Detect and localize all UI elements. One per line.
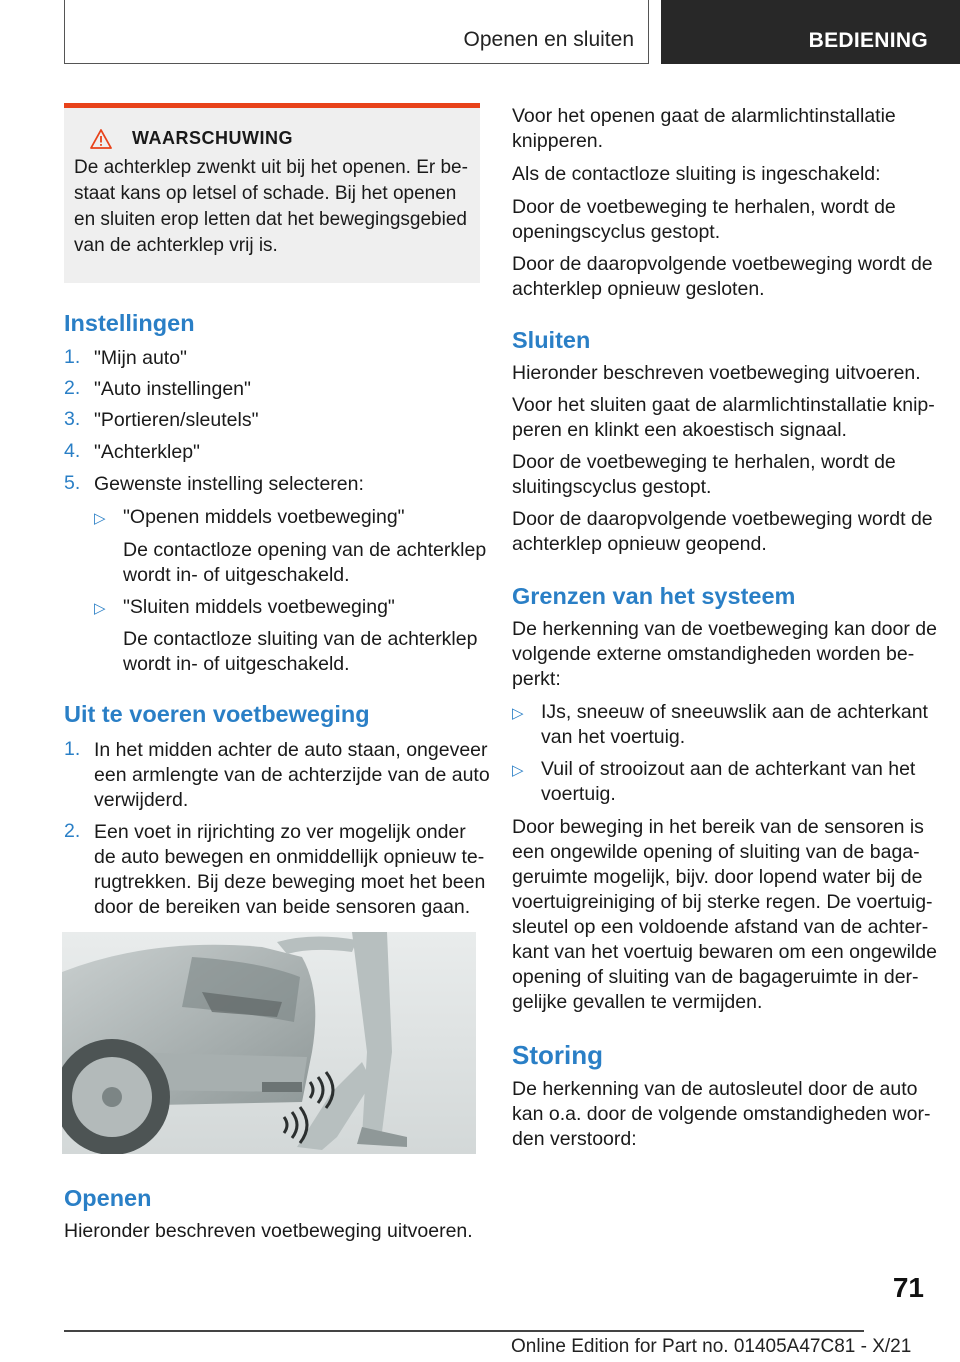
heading-voetbeweging: Uit te voeren voetbeweging bbox=[64, 701, 370, 727]
footer-divider bbox=[64, 1330, 864, 1332]
heading-grenzen: Grenzen van het systeem bbox=[512, 583, 796, 609]
heading-openen: Openen bbox=[64, 1185, 152, 1211]
warning-text: De achterklep zwenkt uit bij het openen. Er be- staat kans op letsel of schade. Bij het openen en sluiten erop letten dat het bewegingsgebied van de achterklep vrij is. bbox=[74, 157, 468, 256]
step-text: "Achterklep" bbox=[94, 441, 200, 463]
illustration-foot-sensor bbox=[62, 932, 476, 1154]
option-label: "Openen middels voetbeweging" bbox=[123, 506, 405, 528]
step-text: Gewenste instelling selecteren: bbox=[94, 473, 364, 495]
warning-triangle-icon bbox=[90, 129, 112, 149]
bullet-triangle-icon: ▷ bbox=[94, 510, 106, 527]
step-text: "Mijn auto" bbox=[94, 347, 187, 369]
warning-box bbox=[64, 103, 480, 283]
section-title: Openen en sluiten bbox=[463, 28, 634, 51]
bullet-triangle-icon: ▷ bbox=[512, 705, 524, 722]
heading-instellingen: Instellingen bbox=[64, 310, 195, 336]
warning-title: WAARSCHUWING bbox=[132, 128, 293, 148]
heading-sluiten: Sluiten bbox=[512, 327, 591, 353]
bullet-triangle-icon: ▷ bbox=[94, 600, 106, 617]
option-label: "Sluiten middels voetbeweging" bbox=[123, 596, 395, 618]
page-number: 71 bbox=[892, 1272, 924, 1303]
step-text: "Portieren/sleutels" bbox=[94, 409, 259, 431]
openen-text: Hieronder beschreven voetbeweging uitvoeren. bbox=[64, 1220, 473, 1242]
heading-storing: Storing bbox=[512, 1040, 603, 1070]
chapter-title: BEDIENING bbox=[808, 29, 928, 52]
step-text: "Auto instellingen" bbox=[94, 378, 251, 400]
bullet-triangle-icon: ▷ bbox=[512, 762, 524, 779]
header-chapter-box bbox=[661, 0, 960, 64]
header-section-box bbox=[64, 0, 649, 64]
footer-edition: Online Edition for Part no. 01405A47C81 - X/21 bbox=[511, 1336, 912, 1357]
